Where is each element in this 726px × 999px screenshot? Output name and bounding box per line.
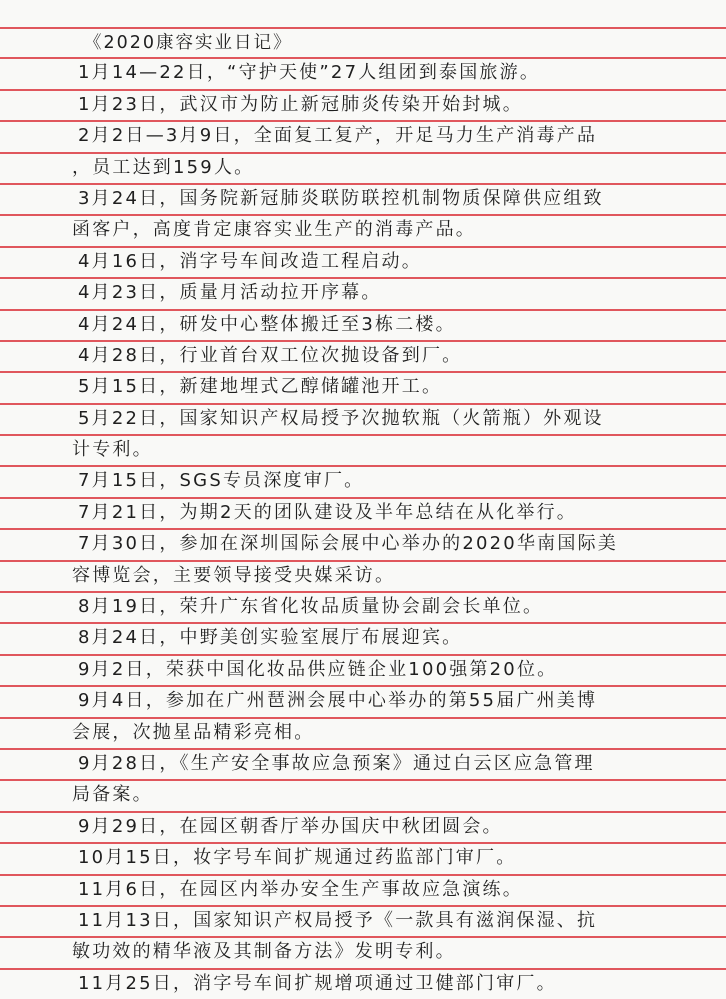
diary-entry: 1月14—22日，“守护天使”27人组团到泰国旅游。 bbox=[78, 62, 541, 83]
diary-entry: 11月25日，消字号车间扩规增项通过卫健部门审厂。 bbox=[78, 973, 557, 994]
diary-entry: 3月24日，国务院新冠肺炎联防联控机制物质保障供应组致 bbox=[78, 188, 604, 209]
diary-entry: 1月23日，武汉市为防止新冠肺炎传染开始封城。 bbox=[78, 94, 523, 115]
diary-entry-continuation: 局备案。 bbox=[72, 784, 153, 805]
diary-entry: 9月29日，在园区朝香厅举办国庆中秋团圆会。 bbox=[78, 816, 503, 837]
diary-entry: 10月15日，妆字号车间扩规通过药监部门审厂。 bbox=[78, 847, 517, 868]
diary-title: 《2020康容实业日记》 bbox=[84, 33, 293, 53]
diary-entry-continuation: 容博览会，主要领导接受央媒采访。 bbox=[72, 565, 396, 586]
diary-entry: 4月16日，消字号车间改造工程启动。 bbox=[78, 251, 422, 272]
diary-entry: 7月30日，参加在深圳国际会展中心举办的2020华南国际美 bbox=[78, 533, 618, 554]
diary-entry: 7月15日，SGS专员深度审厂。 bbox=[78, 470, 365, 491]
diary-entry: 8月19日，荣升广东省化妆品质量协会副会长单位。 bbox=[78, 596, 544, 617]
diary-entry: 5月22日，国家知识产权局授予次抛软瓶（火箭瓶）外观设 bbox=[78, 408, 604, 429]
diary-entry-continuation: 函客户，高度肯定康容实业生产的消毒产品。 bbox=[72, 219, 476, 240]
diary-entry: 9月4日，参加在广州琶洲会展中心举办的第55届广州美博 bbox=[78, 690, 598, 711]
diary-entry: 9月2日，荣获中国化妆品供应链企业100强第20位。 bbox=[78, 659, 558, 680]
diary-entry: 4月28日，行业首台双工位次抛设备到厂。 bbox=[78, 345, 463, 366]
diary-entry: 2月2日—3月9日，全面复工复产，开足马力生产消毒产品 bbox=[78, 125, 598, 146]
diary-entry-continuation: 会展，次抛星品精彩亮相。 bbox=[72, 722, 315, 743]
diary-entry: 11月13日，国家知识产权局授予《一款具有滋润保湿、抗 bbox=[78, 910, 598, 931]
diary-entry: 8月24日，中野美创实验室展厅布展迎宾。 bbox=[78, 627, 463, 648]
diary-entry: 11月6日，在园区内举办安全生产事故应急演练。 bbox=[78, 879, 523, 900]
diary-entry: 4月23日，质量月活动拉开序幕。 bbox=[78, 282, 382, 303]
diary-entry: 7月21日，为期2天的团队建设及半年总结在从化举行。 bbox=[78, 502, 578, 523]
diary-entry: 4月24日，研发中心整体搬迁至3栋二楼。 bbox=[78, 314, 456, 335]
diary-entry-continuation: 敏功效的精华液及其制备方法》发明专利。 bbox=[72, 941, 456, 962]
diary-entry-continuation: ，员工达到159人。 bbox=[72, 157, 255, 178]
diary-entry-continuation: 计专利。 bbox=[72, 439, 153, 460]
diary-entry: 9月28日，《生产安全事故应急预案》通过白云区应急管理 bbox=[78, 753, 595, 774]
diary-entry: 5月15日，新建地埋式乙醇储罐池开工。 bbox=[78, 376, 443, 397]
